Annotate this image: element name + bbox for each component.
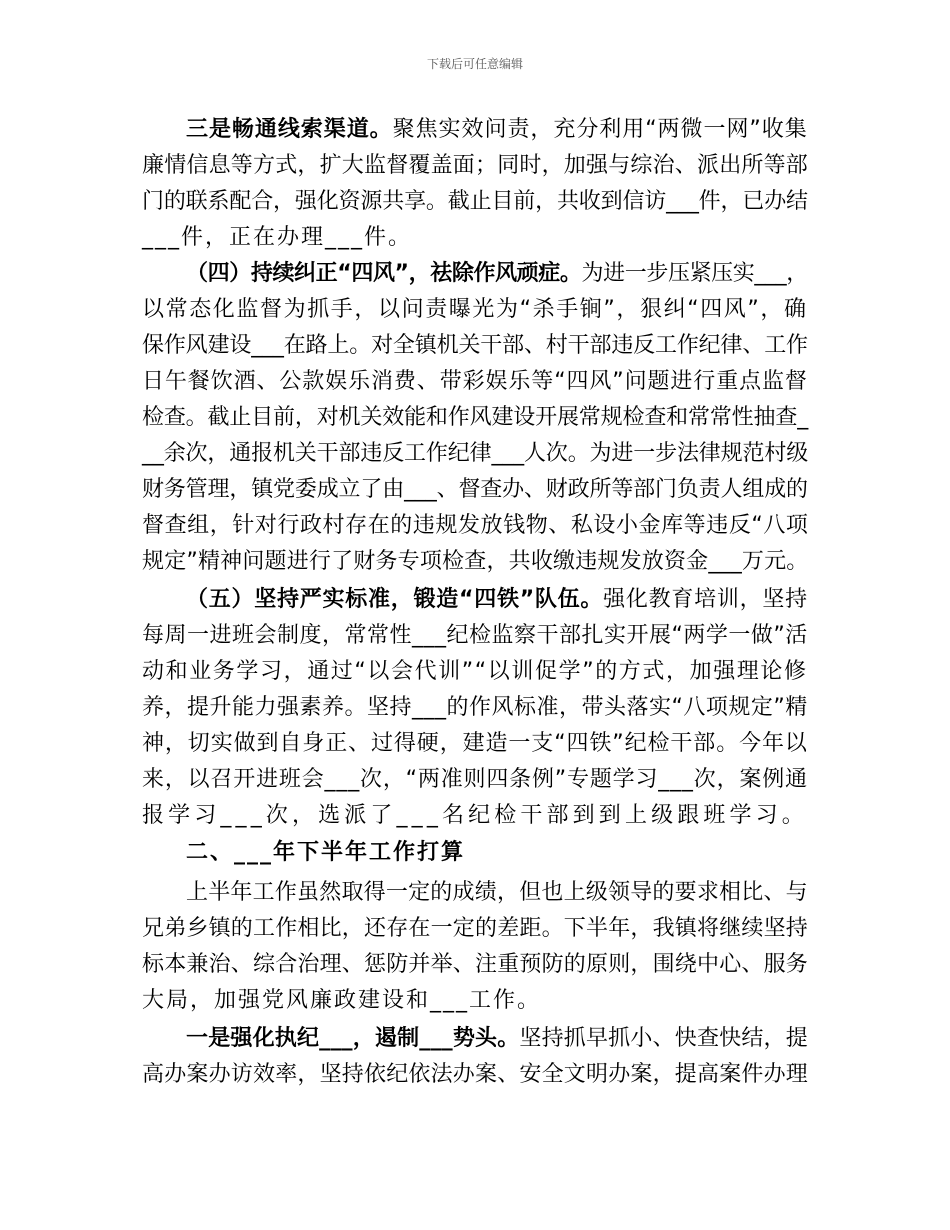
body-text: 强化教育培训，坚持 [603, 587, 808, 612]
body-text: __余次，通报机关干部违反工作纪律___人次。为进一步法律规范村级 [142, 441, 809, 466]
text-line [186, 588, 808, 612]
bold-heading: 二、___年下半年工作打算 [186, 840, 466, 865]
body-text: 门的联系配合，强化资源共享。截止目前，共收到信访___件，已办结 [142, 189, 808, 214]
body-text: 上半年工作虽然取得一定的成绩，但也上级领导的要求相比、与 [186, 880, 808, 905]
text-line [142, 732, 808, 756]
body-text: 报学习___次，选派了___名纪检干部到到上级跟班学习。 [142, 803, 808, 828]
body-text: 日午餐饮酒、公款娱乐消费、带彩娱乐等“四风”问题进行重点监督 [142, 369, 808, 394]
body-text: 高办案办访效率，坚持依纪依法办案、安全文明办案，提高案件办理 [142, 1062, 809, 1087]
text-line [186, 841, 465, 865]
text-line [142, 370, 808, 394]
text-line [142, 226, 412, 250]
body-text: 廉情信息等方式，扩大监督覆盖面；同时，加强与综治、派出所等部 [142, 153, 809, 178]
body-text: 为进一步压紧压实___， [581, 261, 808, 286]
body-text: 标本兼治、综合治理、惩防并举、注重预防的原则，围绕中心、服务 [142, 952, 809, 977]
text-line [142, 442, 808, 466]
text-line [142, 624, 808, 648]
body-text: 聚焦实效问责，充分利用“两微一网”收集 [392, 117, 808, 142]
body-text: 兄弟乡镇的工作相比，还存在一定的差距。下半年，我镇将继续坚持 [142, 916, 809, 941]
body-text: 检查。截止目前，对机关效能和作风建设开展常规检查和常常性抽查_ [142, 405, 809, 430]
text-line [142, 406, 808, 430]
text-line [142, 1063, 808, 1087]
text-line [142, 154, 808, 178]
body-text: 督查组，针对行政村存在的违规发放钱物、私设小金库等违反“八项 [142, 513, 809, 538]
bold-heading: （四）持续纠正“四风”，祛除作风顽症。 [186, 261, 582, 286]
body-text: 来，以召开进班会___次，“两准则四条例”专题学习___次，案例通 [142, 767, 808, 792]
text-line [186, 118, 808, 142]
text-line [142, 768, 808, 792]
body-text: 保作风建设___在路上。对全镇机关干部、村干部违反工作纪律、工作 [142, 333, 808, 358]
body-text: 动和业务学习，通过“以会代训”“以训促学”的方式，加强理论修 [142, 659, 808, 684]
text-line [142, 953, 808, 977]
text-line [186, 262, 808, 286]
body-text: 财务管理，镇党委成立了由___、督查办、财政所等部门负责人组成的 [142, 477, 808, 502]
text-line [142, 696, 808, 720]
body-text: 以常态化监督为抓手，以问责曝光为“杀手锏”，狠纠“四风”，确 [142, 297, 808, 322]
body-text: 大局，加强党风廉政建设和___工作。 [142, 988, 542, 1013]
body-text: 规定”精神问题进行了财务专项检查，共收缴违规发放资金___万元。 [142, 549, 809, 574]
bold-heading: 三是畅通线索渠道。 [186, 117, 393, 142]
body-text: 每周一进班会制度，常常性___纪检监察干部扎实开展“两学一做”活 [142, 623, 808, 648]
body-text: 神，切实做到自身正、过得硬，建造一支“四铁”纪检干部。今年以 [142, 731, 808, 756]
text-line [142, 804, 808, 828]
body-text: ___件，正在办理___件。 [142, 225, 413, 250]
page-header: 下载后可任意编辑 [426, 57, 523, 71]
bold-heading: 一是强化执纪___，遏制___势头。 [186, 1026, 520, 1051]
bold-heading: （五）坚持严实标准，锻造“四铁”队伍。 [186, 587, 604, 612]
text-line [186, 881, 808, 905]
text-line [142, 334, 808, 358]
text-line [142, 989, 541, 1013]
text-line [142, 917, 808, 941]
text-line [142, 550, 808, 574]
body-text: 养，提升能力强素养。坚持___的作风标准，带头落实“八项规定”精 [142, 695, 808, 720]
text-line [186, 1027, 808, 1051]
text-line [142, 478, 808, 502]
text-line [142, 190, 808, 214]
text-line [142, 514, 809, 538]
body-text: 坚持抓早抓小、快查快结，提 [519, 1026, 808, 1051]
text-line [142, 660, 808, 684]
text-line [142, 298, 808, 322]
